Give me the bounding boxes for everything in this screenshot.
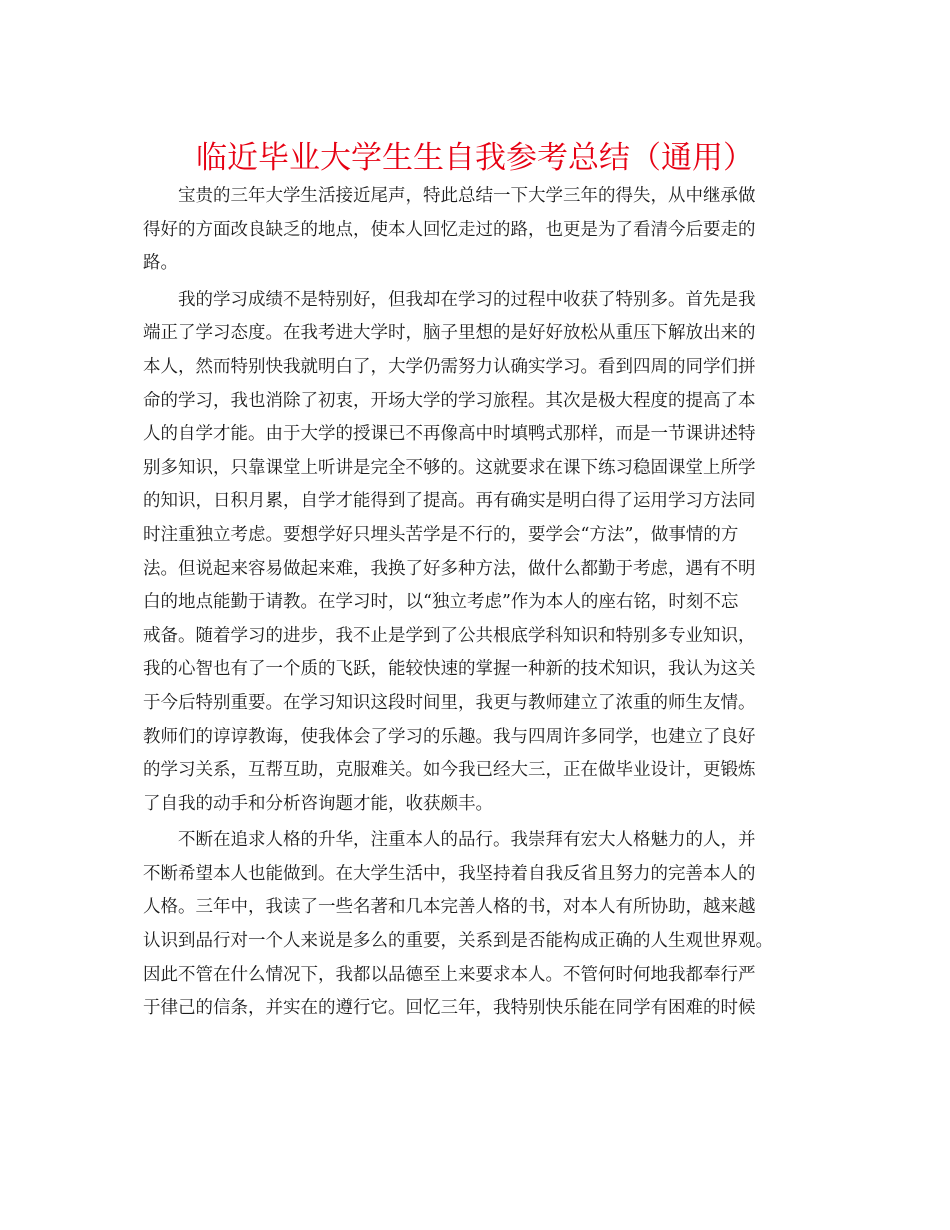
text-line: 本人，然而特别快我就明白了，大学仍需努力认确实学习。看到四周的同学们拼 <box>143 356 756 377</box>
text-line: 时注重独立考虑。要想学好只埋头苦学是不行的，要学会“方法”，做事情的方 <box>143 524 739 545</box>
text-line: 我的学习成绩不是特别好，但我却在学习的过程中收获了特别多。首先是我 <box>178 289 756 310</box>
text-line: 人格。三年中，我读了一些名著和几本完善人格的书，对本人有所协助，越来越 <box>143 897 756 918</box>
text-line: 戒备。随着学习的进步，我不止是学到了公共根底学科知识和特别多专业知识， <box>143 625 756 646</box>
text-line: 路。 <box>143 253 178 274</box>
paragraph <box>143 180 808 281</box>
text-line: 了自我的动手和分析咨询题才能，收获颇丰。 <box>143 793 493 814</box>
text-line: 人的自学才能。由于大学的授课已不再像高中时填鸭式那样，而是一节课讲述特 <box>143 424 756 445</box>
text-line: 的学习关系，互帮互助，克服难关。如今我已经大三，正在做毕业设计，更锻炼 <box>143 760 756 781</box>
text-line: 命的学习，我也消除了初衷，开场大学的学习旅程。其次是极大程度的提高了本 <box>143 390 756 411</box>
document-body <box>143 180 808 1029</box>
text-line: 教师们的谆谆教诲，使我体会了学习的乐趣。我与四周许多同学，也建立了良好 <box>143 726 756 747</box>
text-line: 法。但说起来容易做起来难，我换了好多种方法，做什么都勤于考虑，遇有不明 <box>143 558 756 579</box>
paragraph <box>143 824 808 1026</box>
text-line: 于律己的信条，并实在的遵行它。回忆三年，我特别快乐能在同学有困难的时候 <box>143 998 756 1019</box>
text-line: 得好的方面改良缺乏的地点，使本人回忆走过的路，也更是为了看清今后要走的 <box>143 219 756 240</box>
text-line: 别多知识，只靠课堂上听讲是完全不够的。这就要求在课下练习稳固课堂上所学 <box>143 457 756 478</box>
text-line: 宝贵的三年大学生活接近尾声，特此总结一下大学三年的得失，从中继承做 <box>178 186 756 206</box>
document-title: 临近毕业大学生生自我参考总结（通用） <box>196 140 754 176</box>
paragraph <box>143 284 808 822</box>
text-line: 认识到品行对一个人来说是多么的重要，关系到是否能构成正确的人生观世界观。 <box>143 931 773 952</box>
text-line: 因此不管在什么情况下，我都以品德至上来要求本人。不管何时何地我都奉行严 <box>143 964 756 985</box>
text-line: 不断希望本人也能做到。在大学生活中，我坚持着自我反省且努力的完善本人的 <box>143 863 756 884</box>
text-line: 不断在追求人格的升华，注重本人的品行。我崇拜有宏大人格魅力的人，并 <box>178 830 756 851</box>
text-line: 于今后特别重要。在学习知识这段时间里，我更与教师建立了浓重的师生友情。 <box>143 692 756 713</box>
text-line: 的知识，日积月累，自学才能得到了提高。再有确实是明白得了运用学习方法同 <box>143 491 756 512</box>
text-line: 端正了学习态度。在我考进大学时，脑子里想的是好好放松从重压下解放出来的 <box>143 323 756 344</box>
text-line: 我的心智也有了一个质的飞跃，能较快速的掌握一种新的技术知识，我认为这关 <box>143 659 756 680</box>
text-line: 白的地点能勤于请教。在学习时，以“独立考虑”作为本人的座右铭，时刻不忘 <box>143 592 739 613</box>
